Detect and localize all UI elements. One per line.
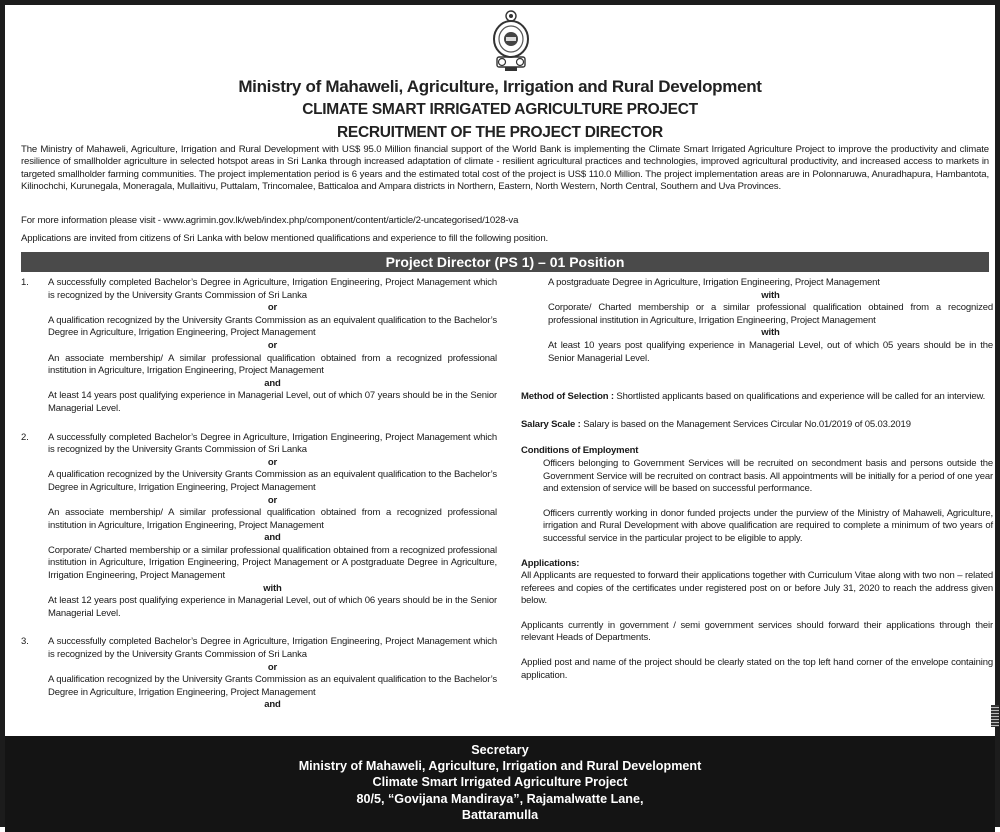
salary-scale-label: Salary Scale : bbox=[521, 418, 581, 430]
qualification-text: Corporate/ Charted membership or a similar professional qualification obtained from a recognized professional institution in Agriculture, Irrigation Engineering, Project Management or A postgraduate Degree in Agriculture, Irrigation Engineering, Project Management bbox=[48, 544, 497, 582]
method-of-selection-label: Method of Selection : bbox=[521, 391, 614, 403]
project-name: CLIMATE SMART IRRIGATED AGRICULTURE PROJECT bbox=[302, 101, 698, 118]
address-line-project: Climate Smart Irrigated Agriculture Project bbox=[372, 775, 628, 790]
conjunction: with bbox=[761, 289, 780, 301]
conditions-label: Conditions of Employment bbox=[521, 445, 639, 457]
qualification-option-1 bbox=[21, 277, 497, 416]
conjunction: or bbox=[267, 339, 278, 351]
conjunction: and bbox=[264, 699, 281, 711]
qualification-text: A successfully completed Bachelor’s Degree in Agriculture, Irrigation Engineering, Project Management which is recognized by the University Grants Commission of Sri Lanka bbox=[48, 431, 497, 456]
conjunction: and bbox=[264, 532, 281, 544]
qualification-option-3 bbox=[21, 636, 497, 712]
conditions-of-employment bbox=[521, 445, 993, 545]
experience-requirement: At least 12 years post qualifying experience in Managerial Level, out of which 06 years should be in the Senior Managerial Level. bbox=[48, 595, 497, 619]
qualification-text: An associate membership/ A similar professional qualification obtained from a recognized professional institution in Agriculture, Irrigation Engineering, Project Management bbox=[48, 352, 497, 377]
method-of-selection bbox=[521, 391, 993, 404]
conjunction: with bbox=[761, 327, 780, 339]
qualifications-column-left bbox=[21, 277, 497, 724]
option-number: 1. bbox=[21, 277, 29, 288]
conjunction: with bbox=[263, 582, 282, 594]
more-info-label: For more information please visit - bbox=[21, 215, 164, 226]
salary-scale-text: Salary is based on the Management Services Circular No.01/2019 of 05.03.2019 bbox=[580, 418, 911, 430]
address-line-addressee: Secretary bbox=[471, 743, 529, 757]
applications-section bbox=[521, 558, 993, 683]
qualification-text: Corporate/ Charted membership or a similar professional qualification obtained from a recognized professional institution in Agriculture, Irrigation Engineering, Project Management bbox=[548, 302, 993, 326]
option-number: 3. bbox=[21, 636, 29, 648]
condition-paragraph: Officers currently working in donor funded projects under the purview of the Ministry of Mahaweli, Agriculture, irrigation and Rural Development with above qualification are required to complete a minimum of two years of successful service in the particular project to be eligible to apply. bbox=[543, 507, 993, 544]
salary-scale bbox=[521, 419, 993, 432]
qualification-text: An associate membership/ A similar professional qualification obtained from a recognized professional institution in Agriculture, Irrigation Engineering, Project Management bbox=[48, 507, 497, 531]
option-number: 2. bbox=[21, 431, 29, 443]
qualification-text: A successfully completed Bachelor’s Degree in Agriculture, Irrigation Engineering, Project Management which is recognized by the University Grants Commission of Sri Lanka bbox=[48, 277, 497, 301]
conjunction: or bbox=[267, 494, 278, 506]
conjunction: and bbox=[264, 377, 281, 389]
ministry-name: Ministry of Mahaweli, Agriculture, Irrigation and Rural Development bbox=[238, 77, 762, 96]
reference-code-icon bbox=[991, 705, 999, 727]
qualification-text: A qualification recognized by the University Grants Commission as an equivalent qualification to the Bachelor’s Degree in Agriculture, Irrigation Engineering, Project Management bbox=[48, 674, 497, 698]
qualification-text: A qualification recognized by the University Grants Commission as an equivalent qualification to the Bachelor’s Degree in Agriculture, Irrigation Engineering, Project Management bbox=[48, 314, 497, 339]
applications-label: Applications: bbox=[521, 557, 580, 569]
condition-paragraph: Officers belonging to Government Services will be recruited on secondment basis and persons outside the Government Service will be recruited on contract basis. All appointments will be initially for a period of one year and extension of service will be based on successful performance. bbox=[543, 457, 993, 495]
address-line-city: Battaramulla bbox=[461, 807, 539, 822]
conjunction: or bbox=[267, 661, 278, 673]
qualification-option-3-continued bbox=[521, 277, 993, 365]
applications-paragraph: All Applicants are requested to forward their applications together with Curriculum Vitae along with two non – related referees and copies of the certificates under registered post on or before July 31, 2020 to reach the address given below. bbox=[521, 570, 993, 607]
conjunction: or bbox=[267, 456, 278, 468]
address-block bbox=[5, 736, 995, 832]
intro-paragraph: The Ministry of Mahaweli, Agriculture, Irrigation and Rural Development with US$ 95.0 Million financial support of the World Bank is implementing the Climate Smart Irrigated Agriculture Project to improve the productivity and climate resilience of smallholder agriculture in selected hotspot areas in Sri Lanka through increased adaptation of climate - resilient agricultural practices and technologies, improved agricultural productivity, and increased access to markets in targeted smallholder farming communities. The project implementation period is 6 years and the estimated total cost of the project is US$ 110.0 Million. The project implementation areas are in Polonnaruwa, Anuradhapura, Hambantota, Kilinochchi, Kurunegala, Moneragala, Mullaitivu, Puttalam, Trincomalee, Batticaloa and Ampara districts in Northern, Eastern, North Western, North Central, Southern and Uva Provinces. bbox=[21, 144, 989, 193]
notice-title: RECRUITMENT OF THE PROJECT DIRECTOR bbox=[337, 124, 663, 141]
more-info-link[interactable]: www.agrimin.gov.lk/web/index.php/component/content/article/2-uncategorised/1028-va bbox=[163, 215, 519, 226]
qualification-text: A successfully completed Bachelor’s Degree in Agriculture, Irrigation Engineering, Project Management which is recognized by the University Grants Commission of Sri Lanka bbox=[48, 636, 497, 661]
address-line-ministry: Ministry of Mahaweli, Agriculture, Irrigation and Rural Development bbox=[298, 759, 702, 774]
national-emblem-icon bbox=[491, 9, 531, 73]
qualification-option-2 bbox=[21, 432, 497, 621]
qualification-text: A postgraduate Degree in Agriculture, Irrigation Engineering, Project Management bbox=[548, 277, 880, 288]
qualification-text: A qualification recognized by the University Grants Commission as an equivalent qualification to the Bachelor’s Degree in Agriculture, Irrigation Engineering, Project Management bbox=[48, 469, 497, 493]
experience-requirement: At least 10 years post qualifying experience in Managerial Level, out of which 05 years should be in the Senior Managerial Level. bbox=[548, 339, 993, 364]
conjunction: or bbox=[267, 302, 278, 314]
qualifications-column-right bbox=[521, 277, 993, 682]
position-banner: Project Director (PS 1) – 01 Position bbox=[21, 252, 989, 272]
applications-paragraph: Applicants currently in government / semi government services should forward their applications through their relevant Heads of Departments. bbox=[521, 619, 993, 644]
more-info-line bbox=[21, 215, 518, 226]
experience-requirement: At least 14 years post qualifying experience in Managerial Level, out of which 07 years should be in the Senior Managerial Level. bbox=[48, 390, 497, 414]
method-of-selection-text: Shortlisted applicants based on qualifications and experience will be called for an interview. bbox=[613, 391, 986, 403]
address-line-street: 80/5, “Govijana Mandiraya”, Rajamalwatte Lane, bbox=[356, 791, 644, 806]
invitation-text: Applications are invited from citizens of Sri Lanka with below mentioned qualifications and experience to fill the following position. bbox=[21, 233, 549, 244]
applications-paragraph: Applied post and name of the project should be clearly stated on the top left hand corner of the envelope containing application. bbox=[521, 657, 993, 681]
